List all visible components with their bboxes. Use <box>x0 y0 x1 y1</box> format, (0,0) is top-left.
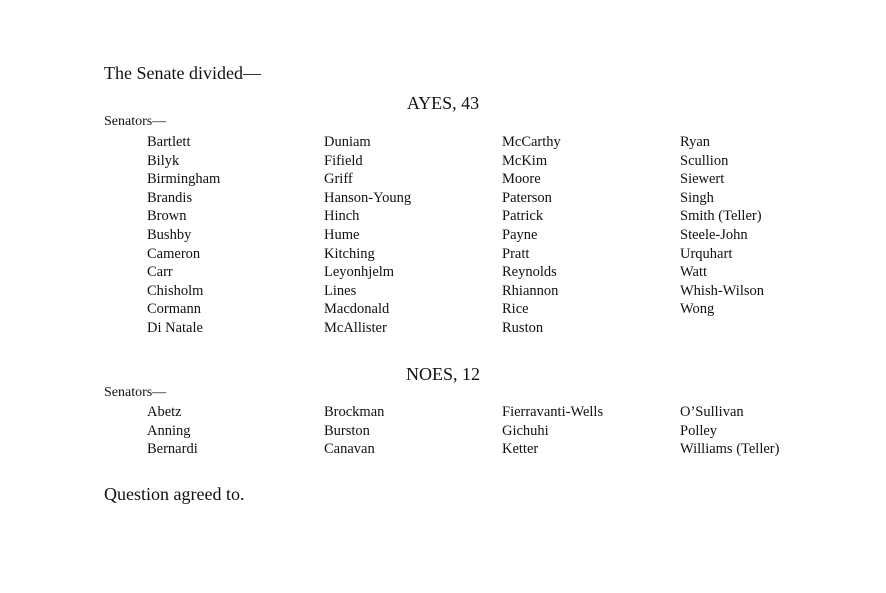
senator-name: Patrick <box>502 208 544 225</box>
senator-name: Kitching <box>324 245 375 262</box>
senator-name: Smith (Teller) <box>680 208 762 225</box>
noes-column-2 <box>324 403 384 459</box>
senator-name: Payne <box>502 226 538 243</box>
senator-name: Ryan <box>680 134 711 150</box>
noes-column-3 <box>502 403 603 459</box>
ayes-heading <box>0 93 886 114</box>
senator-name: Urquhart <box>680 245 733 262</box>
senator-name: Pratt <box>502 245 530 262</box>
senator-name: Brockman <box>324 404 385 420</box>
senator-name: Leyonhjelm <box>324 264 395 281</box>
senator-name: Fifield <box>324 152 363 169</box>
senator-name: Chisholm <box>147 282 204 299</box>
senator-name: Cormann <box>147 301 201 318</box>
noes-heading <box>0 364 886 385</box>
senator-name: Ruston <box>502 319 544 336</box>
senator-name: Rhiannon <box>502 282 559 299</box>
senator-name: Watt <box>680 264 708 281</box>
senator-name: Griff <box>324 171 353 188</box>
senator-name: Moore <box>502 171 541 188</box>
senator-name: Carr <box>147 264 173 281</box>
senator-name: Wong <box>680 301 715 318</box>
senator-name: Rice <box>502 301 529 318</box>
senator-name: Singh <box>680 189 714 206</box>
ayes-column-1 <box>147 133 220 338</box>
noes-senators-label: Senators— <box>104 385 167 400</box>
senator-name: Di Natale <box>147 319 203 336</box>
ayes-column-2 <box>324 133 411 338</box>
senator-name: Canavan <box>324 441 375 458</box>
senator-name: Williams (Teller) <box>680 441 780 458</box>
senator-name: Burston <box>324 422 370 439</box>
senator-name: Siewert <box>680 171 725 188</box>
senator-name: McCarthy <box>502 134 561 150</box>
senator-name: Scullion <box>680 152 729 169</box>
senator-name: Brandis <box>147 189 193 206</box>
senator-name: Anning <box>147 422 191 439</box>
ayes-column-3 <box>502 133 561 338</box>
division-outcome: Question agreed to. <box>104 484 245 504</box>
senator-name: Hanson-Young <box>324 189 412 206</box>
noes-heading-text: NOES, 12 <box>405 364 480 384</box>
senator-name: Whish-Wilson <box>680 282 764 299</box>
senator-name: Bushby <box>147 226 192 243</box>
senator-name: Gichuhi <box>502 422 549 439</box>
senator-name: McKim <box>502 152 548 169</box>
senator-name: Hume <box>324 226 360 243</box>
senator-name: Polley <box>680 422 718 439</box>
senator-name: Birmingham <box>147 171 221 188</box>
senator-name: Abetz <box>147 404 182 420</box>
ayes-column-4 <box>680 133 764 319</box>
senator-name: Paterson <box>502 189 552 206</box>
senator-name: Steele-John <box>680 226 748 243</box>
senator-name: Cameron <box>147 245 201 262</box>
noes-column-4 <box>680 403 779 459</box>
senator-name: McAllister <box>324 319 387 336</box>
noes-column-1 <box>147 403 198 459</box>
senator-name: Ketter <box>502 441 539 458</box>
senator-name: Brown <box>147 208 187 225</box>
senator-name: Duniam <box>324 134 371 150</box>
division-intro: The Senate divided— <box>104 63 261 83</box>
senator-name: Lines <box>324 282 357 299</box>
senator-name: Bernardi <box>147 441 198 458</box>
senator-name: Bilyk <box>147 152 180 169</box>
senator-name: Hinch <box>324 208 360 225</box>
senator-name: O’Sullivan <box>680 404 744 420</box>
senator-name: Macdonald <box>324 301 390 318</box>
senator-name: Reynolds <box>502 264 557 281</box>
senator-name: Fierravanti-Wells <box>502 404 604 420</box>
ayes-senators-label: Senators— <box>104 114 167 129</box>
senator-name: Bartlett <box>147 134 191 150</box>
ayes-heading-text: AYES, 43 <box>406 93 480 113</box>
